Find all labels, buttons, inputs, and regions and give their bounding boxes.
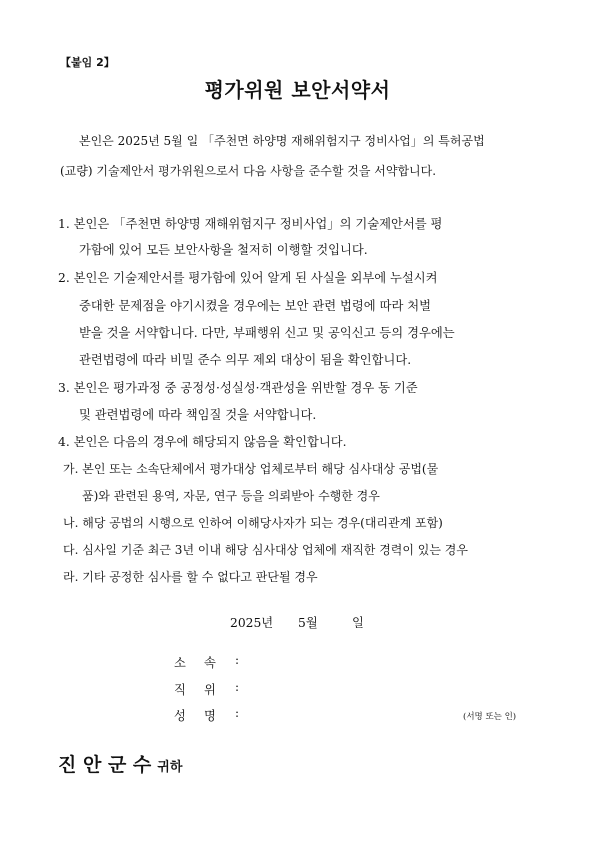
subitem-ga-line-1: 가. 본인 또는 소속단체에서 평가대상 업체로부터 해당 심사대상 공법(물 [63,462,439,476]
item-2-line-1: 2. 본인은 기술제안서를 평가함에 있어 알게 된 사실을 외부에 누설시켜 [58,271,438,285]
recipient-name: 진 안 군 수 [58,754,152,776]
subitem-ra: 라. 기타 공정한 심사를 할 수 없다고 판단될 경우 [63,570,318,584]
item-1-line-1: 1. 본인은 「주천면 하양명 재해위험지구 정비사업」의 기술제안서를 평 [58,217,443,231]
item-2-line-3: 받을 것을 서약합니다. 다만, 부패행위 신고 및 공익신고 등의 경우에는 [79,326,455,340]
item-1-line-2: 가함에 있어 모든 보안사항을 철저히 이행할 것입니다. [79,243,368,257]
intro-line-2: (교량) 기술제안서 평가위원으로서 다음 사항을 준수할 것을 서약합니다. [60,164,437,178]
affiliation-label-char-2: 속 [204,656,216,670]
affiliation-colon: : [235,653,240,667]
name-label-char-1: 성 [174,709,186,723]
date-month: 5월 [298,616,318,630]
recipient-suffix: 귀하 [157,760,183,775]
name-label-char-2: 명 [204,709,216,723]
date-day: 일 [352,616,364,630]
intro-line-1: 본인은 2025년 5월 일 「주천면 하양명 재해위험지구 정비사업」의 특허공법 [79,134,485,148]
recipient-line [58,750,182,777]
position-label-char-2: 위 [204,683,216,697]
attachment-label: 【붙임 2】 [60,56,115,69]
position-label-char-1: 직 [174,683,186,697]
name-colon: : [235,706,240,720]
item-2-line-2: 중대한 문제점을 야기시켰을 경우에는 보안 관련 법령에 따라 처벌 [79,299,431,313]
subitem-na: 나. 해당 공법의 시행으로 인하여 이해당사자가 되는 경우(대리관계 포함) [63,516,443,530]
affiliation-label-char-1: 소 [174,656,186,670]
item-4-line-1: 4. 본인은 다음의 경우에 해당되지 않음을 확인합니다. [58,435,347,449]
item-3-line-1: 3. 본인은 평가과정 중 공정성·성실성·객관성을 위반할 경우 동 기준 [58,381,418,395]
date-year: 2025년 [230,616,274,630]
item-2-line-4: 관련법령에 따라 비밀 준수 의무 제외 대상이 됨을 확인합니다. [79,353,412,367]
subitem-ga-line-2: 품)와 관련된 용역, 자문, 연구 등을 의뢰받아 수행한 경우 [82,489,380,503]
position-colon: : [235,680,240,694]
document-title: 평가위원 보안서약서 [204,78,391,102]
signature-or-seal-note: (서명 또는 인) [463,712,517,722]
subitem-da: 다. 심사일 기준 최근 3년 이내 해당 심사대상 업체에 재직한 경력이 있는 경우 [63,543,468,557]
item-3-line-2: 및 관련법령에 따라 책임질 것을 서약합니다. [79,408,317,422]
